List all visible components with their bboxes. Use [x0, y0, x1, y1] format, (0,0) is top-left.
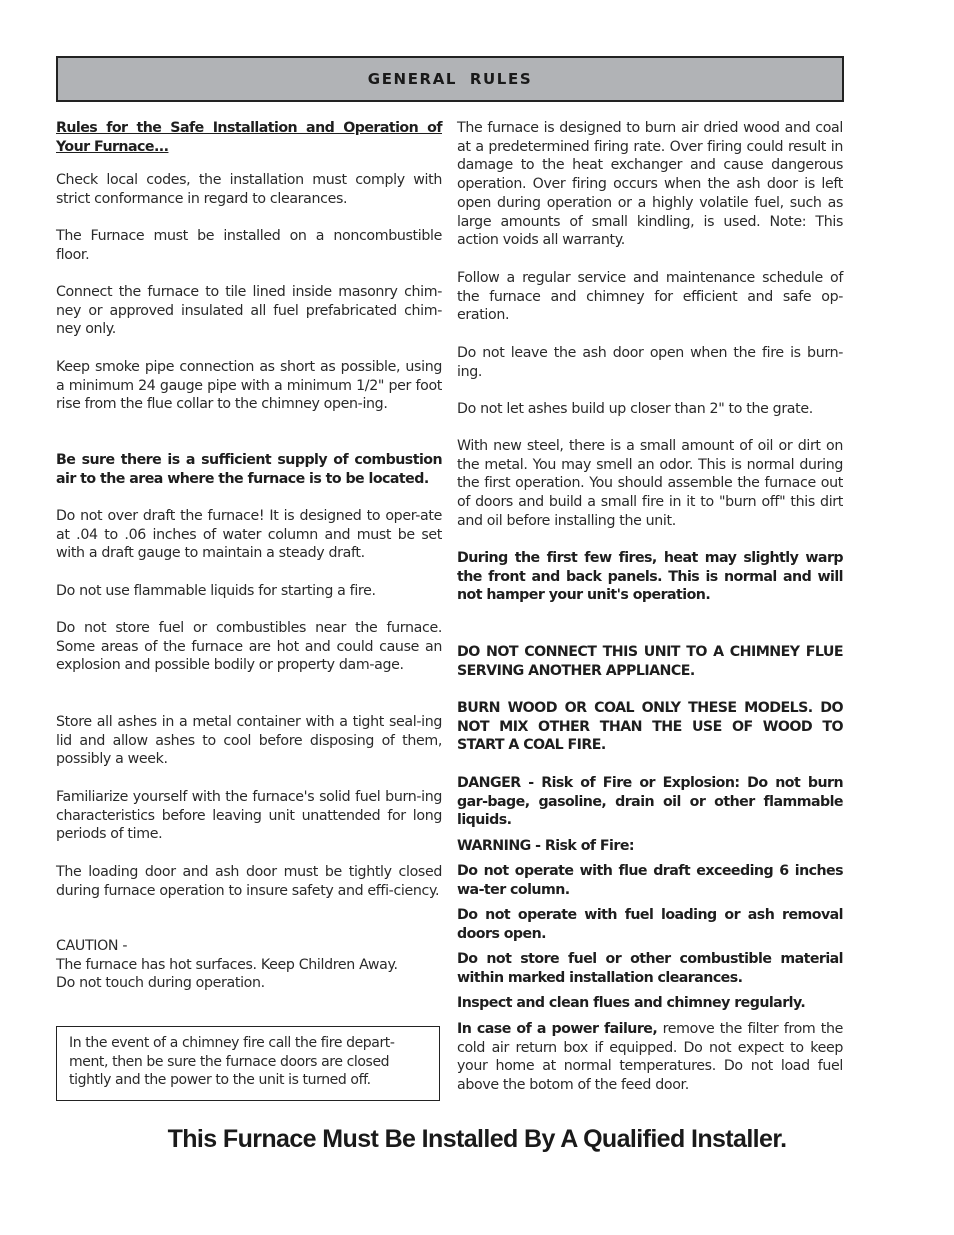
- rule-paragraph: Do not use flammable liquids for starting a fire.: [56, 583, 376, 599]
- combustion-air-notice: Be sure there is a sufficient supply of combustion air to the area where the furnace is to be located.: [56, 452, 442, 487]
- chimney-fire-notice-text: In the event of a chimney fire call the fire depart-ment, then be sure the furnace doors are closed tightly and the power to the unit is turned off.: [69, 1035, 395, 1089]
- power-failure-lead: In case of a power failure,: [457, 1021, 658, 1037]
- rule-paragraph: The Furnace must be installed on a noncombustible floor.: [56, 228, 442, 263]
- rule-paragraph: Do not leave the ash door open when the fire is burn-ing.: [457, 345, 843, 380]
- rule-paragraph: Follow a regular service and maintenance schedule of the furnace and chimney for efficient and safe op-eration.: [457, 270, 843, 324]
- rule-paragraph: Do not let ashes build up closer than 2" to the grate.: [457, 401, 813, 417]
- rule-paragraph: Store all ashes in a metal container with a tight seal-ing lid and allow ashes to cool before disposing of them, possibly a week.: [56, 714, 442, 768]
- rule-paragraph: Connect the furnace to tile lined inside masonry chim-ney or approved insulated all fuel prefabricated chim-ney only.: [56, 284, 442, 338]
- rule-paragraph: Do not over draft the furnace! It is designed to oper-ate at .04 to .06 inches of water column and must be set with a draft gauge to maintain a steady draft.: [56, 508, 442, 562]
- warning-item: Do not store fuel or other combustible material within marked installation clearances.: [457, 951, 843, 986]
- caution-line: Do not touch during operation.: [56, 975, 265, 992]
- caution-line: The furnace has hot surfaces. Keep Children Away.: [56, 956, 398, 973]
- warning-label: WARNING - Risk of Fire:: [457, 838, 635, 854]
- rule-paragraph: The furnace is designed to burn air dried wood and coal at a predetermined firing rate. Over firing could result in damage to the heat exchanger and cause dangerous operation. Over firing occurs when the ash door is left open during operation or a highly volatile fuel, such as large amounts of small kindling, is used. Note: This action voids all warranty.: [457, 120, 843, 249]
- caution-block: [56, 937, 442, 993]
- power-failure-text: remove the filter from the cold air return box if equipped. Do not expect to keep your home at normal temperatures. Do not load fuel above the botom of the feed door.: [457, 1021, 844, 1094]
- power-failure-paragraph: [457, 1020, 843, 1095]
- rule-paragraph: Do not store fuel or combustibles near the furnace. Some areas of the furnace are hot and could cause an explosion and possible bodily or property dam-age.: [56, 620, 442, 674]
- rule-paragraph: With new steel, there is a small amount of oil or dirt on the metal. You may smell an odor. This is normal during the first operation. You should assemble the furnace out of doors and build a small fire in it to "burn off" this dirt and oil before installing the unit.: [457, 438, 843, 529]
- rule-paragraph: Familiarize yourself with the furnace's solid fuel burn-ing characteristics before leaving unit unattended for long periods of time.: [56, 789, 442, 843]
- section-title: GENERAL RULES: [367, 70, 533, 88]
- flue-notice: DO NOT CONNECT THIS UNIT TO A CHIMNEY FLUE SERVING ANOTHER APPLIANCE.: [457, 644, 843, 679]
- warning-item: Do not operate with flue draft exceeding 6 inches wa-ter column.: [457, 863, 843, 898]
- warp-notice: During the first few fires, heat may slightly warp the front and back panels. This is normal and will not hamper your unit's operation.: [457, 550, 843, 604]
- qualified-installer-banner: This Furnace Must Be Installed By A Qualified Installer.: [167, 1125, 787, 1153]
- rule-paragraph: Check local codes, the installation must comply with strict conformance in regard to clearances.: [56, 172, 442, 207]
- chimney-fire-notice-box: [56, 1026, 440, 1101]
- rule-paragraph: Keep smoke pipe connection as short as possible, using a minimum 24 gauge pipe with a minimum 1/2" per foot rise from the flue collar to the chimney open-ing.: [56, 359, 442, 413]
- danger-notice: DANGER - Risk of Fire or Explosion: Do not burn gar-bage, gasoline, drain oil or other flammable liquids.: [457, 775, 843, 829]
- warning-item: Inspect and clean flues and chimney regularly.: [457, 995, 806, 1011]
- rule-paragraph: The loading door and ash door must be tightly closed during furnace operation to insure safety and effi-ciency.: [56, 864, 442, 899]
- section-header: [56, 56, 844, 102]
- fuel-type-notice: BURN WOOD OR COAL ONLY THESE MODELS. DO NOT MIX OTHER THAN THE USE OF WOOD TO START A COAL FIRE.: [457, 700, 843, 754]
- caution-label: CAUTION -: [56, 938, 128, 954]
- rules-heading: Rules for the Safe Installation and Operation of Your Furnace...: [56, 120, 442, 155]
- warning-item: Do not operate with fuel loading or ash removal doors open.: [457, 907, 843, 942]
